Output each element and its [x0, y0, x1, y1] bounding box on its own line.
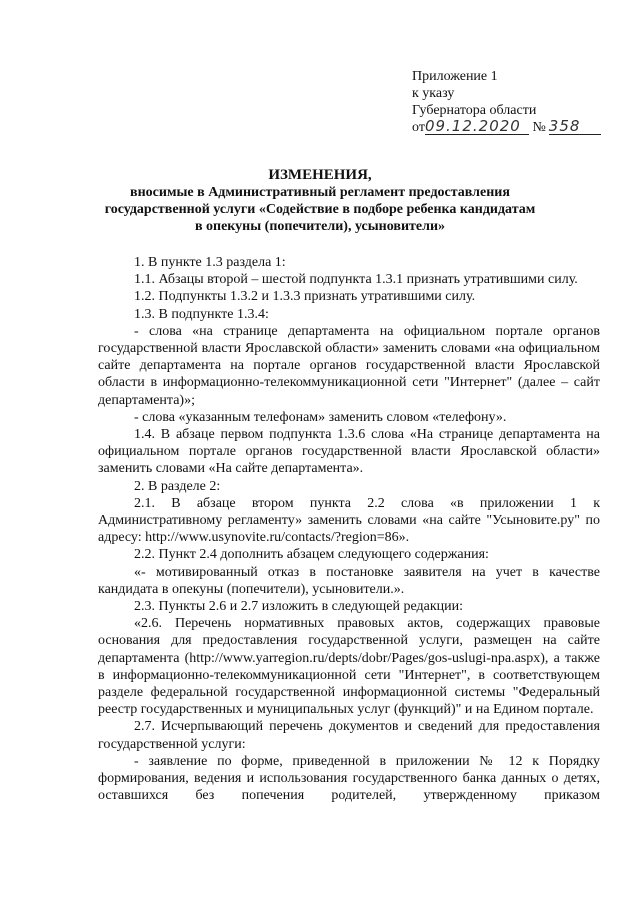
paragraph: 2.7. Исчерпывающий перечень документов и сведений для предоставления государственной услуги:: [98, 719, 600, 752]
paragraph: 1.2. Подпункты 1.3.2 и 1.3.3 признать утратившими силу.: [134, 289, 476, 305]
paragraph: 2. В разделе 2:: [134, 478, 221, 494]
paragraph: 1. В пункте 1.3 раздела 1:: [134, 255, 286, 270]
date-prefix: от: [412, 120, 425, 135]
paragraph: 2.3. Пункты 2.6 и 2.7 изложить в следующей редакции:: [134, 599, 464, 615]
paragraph: - заявление по форме, приведенной в приложении № 12 к Порядку формирования, ведения и использования государственного банка данных о детях, оставшихся без попечения родителей, утвержденному приказом: [98, 753, 600, 804]
document-body: [98, 254, 600, 805]
appendix-block: [412, 68, 612, 136]
appendix-label: Приложение 1: [412, 69, 498, 84]
title-line-2: вносимые в Административный регламент предоставления: [130, 185, 510, 200]
paragraph: 2.2. Пункт 2.4 дополнить абзацем следующего содержания:: [134, 547, 489, 563]
paragraph: «2.6. Перечень нормативных правовых актов, содержащих правовые основания для предоставления государственной услуги, размещен на сайте департамента (http://www.yarregion.ru/depts/dobr/Pages/gos-uslugi-npa.aspx), а также в информационно-телекоммуникационной сети "Интернет", в соответствующем разделе федеральной государственной информационной системы "Федеральный реестр государственных и муниципальных услуг (функций)" и на Едином портале.: [98, 616, 600, 718]
title-line-3: государственной услуги «Содействие в подборе ребенка кандидатам: [104, 202, 536, 217]
appendix-decree-ref: к указу: [412, 86, 455, 101]
paragraph: - слова «указанным телефонам» заменить словом «телефону».: [134, 409, 507, 425]
paragraph: - слова «на странице департамента на официальном портале органов государственной власти Ярославской области» заменить словами «на официальном сайте департамента на портале органов государственной власти Ярославской области в информационно-телекоммуникационной сети "Интернет" (далее – сайт департамента)»;: [98, 323, 600, 408]
paragraph: 1.4. В абзаце первом подпункта 1.3.6 слова «На странице департамента на официальном портале органов государственной власти Ярославской области» заменить словами «На сайте департамента».: [98, 427, 600, 477]
appendix-date-number: [412, 119, 612, 136]
paragraph: «- мотивированный отказ в постановке заявителя на учет в качестве кандидата в опекуны (попечители), усыновители.».: [98, 564, 600, 597]
appendix-authority: Губернатора области: [412, 103, 537, 118]
title-line-4: в опекуны (попечители), усыновители»: [194, 219, 446, 234]
title-main: ИЗМЕНЕНИЯ,: [268, 167, 372, 183]
handwritten-number: 358: [549, 119, 601, 135]
handwritten-date: 09.12.2020: [425, 119, 529, 135]
paragraph: 1.1. Абзацы второй – шестой подпункта 1.3.1 признать утратившими силу.: [134, 272, 578, 288]
paragraph: 2.1. В абзаце втором пункта 2.2 слова «в приложении 1 к Административному регламенту» заменить словами «на сайте "Усыновите.ру" по адресу: http://www.usynovite.ru/contacts/?region=86».: [98, 495, 600, 546]
number-prefix: №: [532, 120, 546, 135]
document-title: [100, 167, 540, 235]
paragraph: 1.3. В подпункте 1.3.4:: [134, 306, 269, 322]
